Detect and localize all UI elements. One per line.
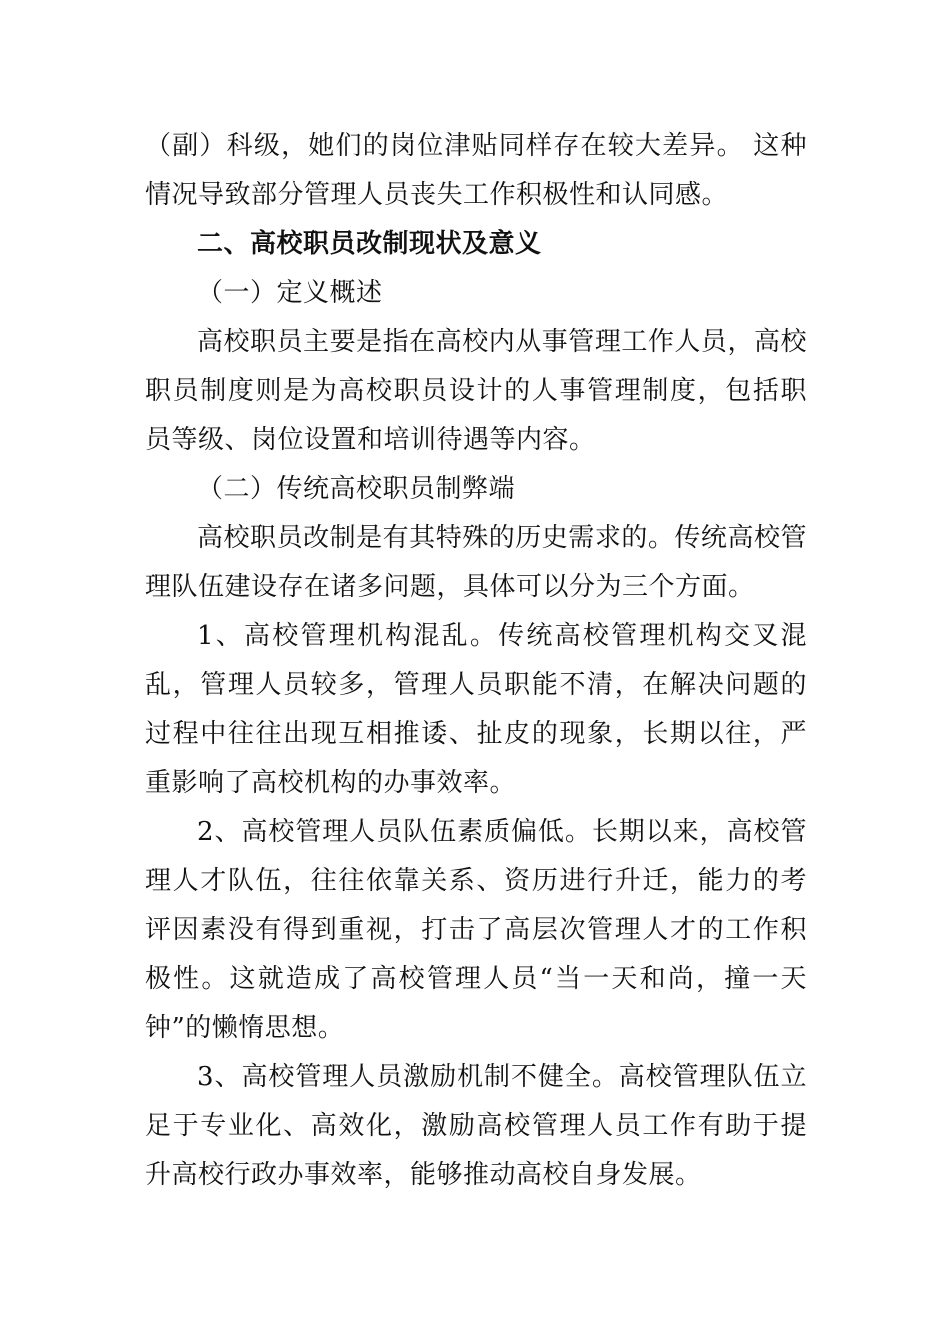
paragraph-point-2: 2、高校管理人员队伍素质偏低。长期以来，高校管理人才队伍，往往依靠关系、资历进行升迁，能力的考评因素没有得到重视，打击了高层次管理人才的工作积极性。这就造成了高校管理人员“当一天和尚，撞一天钟”的懒惰思想。 [145, 817, 807, 1043]
document-body [145, 122, 807, 1200]
paragraph-point-1: 1、高校管理机构混乱。传统高校管理机构交叉混乱，管理人员较多，管理人员职能不清，在解决问题的过程中往往出现互相推诿、扯皮的现象，长期以往，严重影响了高校机构的办事效率。 [145, 621, 807, 798]
subsection-heading-definition: （一）定义概述 [197, 278, 383, 308]
paragraph-point-3: 3、高校管理人员激励机制不健全。高校管理队伍立足于专业化、高效化，激励高校管理人员工作有助于提升高校行政办事效率，能够推动高校自身发展。 [145, 1062, 807, 1190]
paragraph-history: 高校职员改制是有其特殊的历史需求的。传统高校管理队伍建设存在诸多问题，具体可以分为三个方面。 [145, 523, 807, 602]
section-heading: 二、高校职员改制现状及意义 [197, 229, 542, 259]
paragraph-continuation: （副）科级，她们的岗位津贴同样存在较大差异。 这种情况导致部分管理人员丧失工作积极性和认同感。 [145, 131, 807, 210]
paragraph-definition: 高校职员主要是指在高校内从事管理工作人员，高校职员制度则是为高校职员设计的人事管理制度，包括职员等级、岗位设置和培训待遇等内容。 [145, 327, 807, 455]
subsection-heading-drawbacks: （二）传统高校职员制弊端 [197, 474, 516, 504]
